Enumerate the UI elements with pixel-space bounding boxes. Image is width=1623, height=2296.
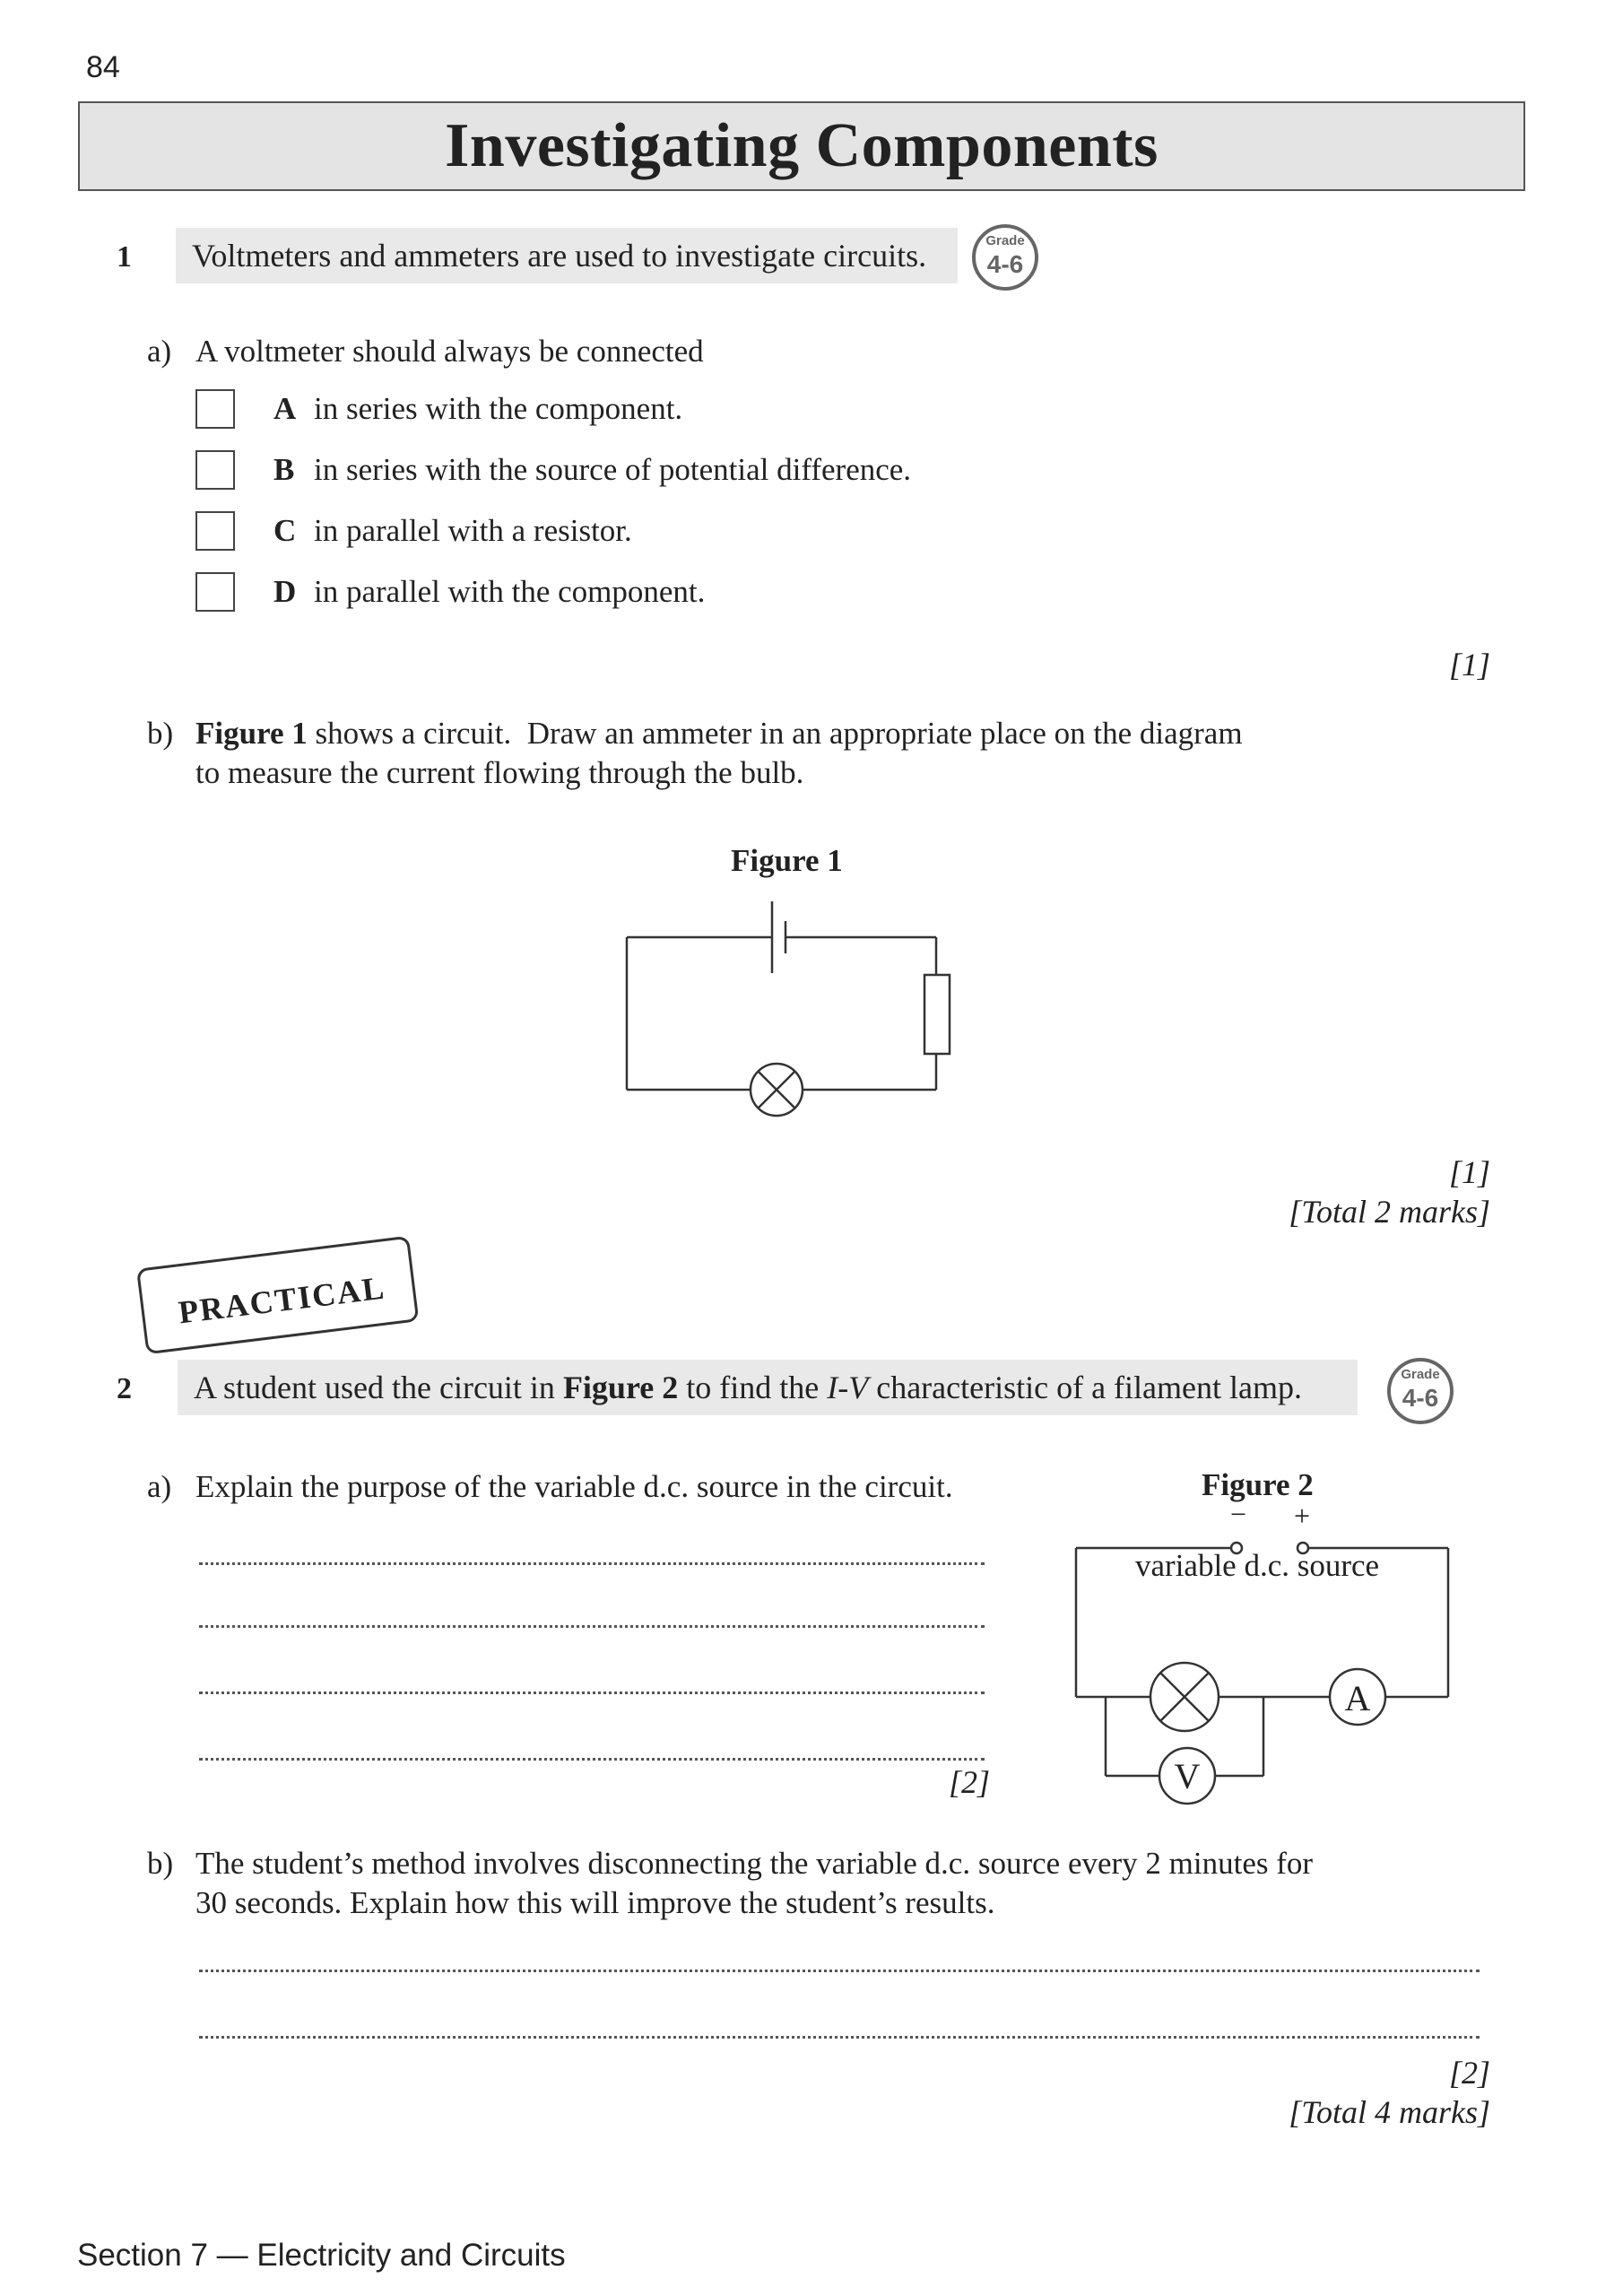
q2-total: [Total 4 marks] bbox=[1289, 2094, 1490, 2130]
option-c-letter: C bbox=[273, 513, 297, 548]
q2a-label: a) bbox=[147, 1469, 172, 1504]
grade-badge-icon bbox=[1385, 1356, 1455, 1426]
q2b-mark: [2] bbox=[1448, 2055, 1490, 2091]
grade-badge-range: 4-6 bbox=[986, 250, 1024, 278]
option-d-checkbox[interactable] bbox=[195, 572, 235, 612]
page-title: Investigating Components bbox=[445, 111, 1159, 180]
grade-badge-top: Grade bbox=[1401, 1367, 1440, 1382]
q1b-label: b) bbox=[147, 716, 174, 751]
dc-source-label: variable d.c. source bbox=[1135, 1548, 1380, 1583]
q2-stem-fig: Figure 2 bbox=[562, 1370, 679, 1405]
figure-1-circuit[interactable] bbox=[619, 883, 959, 1135]
q2a-answer-line-1[interactable] bbox=[199, 1562, 985, 1565]
option-d-text: in parallel with the component. bbox=[314, 574, 706, 609]
figure-2-title: Figure 2 bbox=[1202, 1467, 1314, 1502]
q1-total: [Total 2 marks] bbox=[1289, 1194, 1490, 1230]
q2b-label: b) bbox=[147, 1846, 174, 1881]
minus-terminal-label: − bbox=[1230, 1498, 1247, 1530]
voltmeter-label: V bbox=[1174, 1756, 1201, 1796]
q2-stem-iv: I-V bbox=[827, 1370, 869, 1405]
option-b-checkbox[interactable] bbox=[195, 450, 235, 490]
title-bar bbox=[78, 101, 1525, 191]
practical-label: PRACTICAL bbox=[176, 1269, 387, 1331]
option-c-checkbox[interactable] bbox=[195, 511, 235, 551]
q1b-figure-ref: Figure 1 bbox=[195, 716, 308, 751]
grade-badge-icon bbox=[970, 222, 1040, 292]
q1a-mark: [1] bbox=[1448, 647, 1490, 683]
option-a-checkbox[interactable] bbox=[195, 389, 235, 429]
q2b-answer-line-2[interactable] bbox=[199, 2036, 1480, 2039]
q2a-mark: [2] bbox=[948, 1764, 990, 1800]
q1b-line1 bbox=[195, 714, 1243, 753]
q1b-line2: to measure the current flowing through the bulb. bbox=[195, 755, 804, 790]
q2b-answer-line-1[interactable] bbox=[199, 1970, 1480, 1972]
question-1-stem: Voltmeters and ammeters are used to investigate circuits. bbox=[176, 228, 958, 283]
q2b-line2: 30 seconds. Explain how this will improve the student’s results. bbox=[195, 1885, 995, 1920]
q2a-prompt: Explain the purpose of the variable d.c. source in the circuit. bbox=[195, 1469, 953, 1504]
q2a-answer-line-3[interactable] bbox=[199, 1692, 985, 1694]
option-a-letter: A bbox=[273, 391, 297, 426]
q1a-prompt: A voltmeter should always be connected bbox=[195, 334, 704, 369]
q2-stem-post: characteristic of a filament lamp. bbox=[868, 1370, 1302, 1405]
option-c-text: in parallel with a resistor. bbox=[314, 513, 632, 548]
plus-terminal-label: + bbox=[1294, 1500, 1311, 1532]
figure-1-title: Figure 1 bbox=[731, 843, 843, 878]
q1b-mark: [1] bbox=[1448, 1154, 1490, 1190]
q2-stem-mid: to find the bbox=[678, 1370, 828, 1405]
grade-badge-top: Grade bbox=[985, 233, 1025, 248]
question-2-stem bbox=[178, 1360, 1358, 1415]
q1b-line1-text: shows a circuit. Draw an ammeter in an appropriate place on the diagram bbox=[307, 716, 1243, 751]
q2b-line1: The student’s method involves disconnecting the variable d.c. source every 2 minutes for bbox=[195, 1846, 1314, 1881]
q2a-answer-line-2[interactable] bbox=[199, 1625, 985, 1628]
q2-stem-pre: A student used the circuit in bbox=[194, 1370, 563, 1405]
practical-badge bbox=[136, 1236, 419, 1355]
q2a-answer-line-4[interactable] bbox=[199, 1758, 985, 1761]
option-b-letter: B bbox=[273, 452, 295, 487]
page-number: 84 bbox=[86, 50, 120, 84]
ammeter-label: A bbox=[1344, 1678, 1371, 1718]
option-b-text: in series with the source of potential difference. bbox=[314, 452, 912, 487]
question-2-number: 2 bbox=[117, 1372, 132, 1405]
section-footer: Section 7 — Electricity and Circuits bbox=[77, 2238, 566, 2273]
option-d-letter: D bbox=[273, 574, 297, 609]
grade-badge-range: 4-6 bbox=[1402, 1384, 1439, 1412]
question-1-number: 1 bbox=[117, 240, 132, 274]
q1a-label: a) bbox=[147, 334, 172, 369]
option-a-text: in series with the component. bbox=[314, 391, 683, 426]
